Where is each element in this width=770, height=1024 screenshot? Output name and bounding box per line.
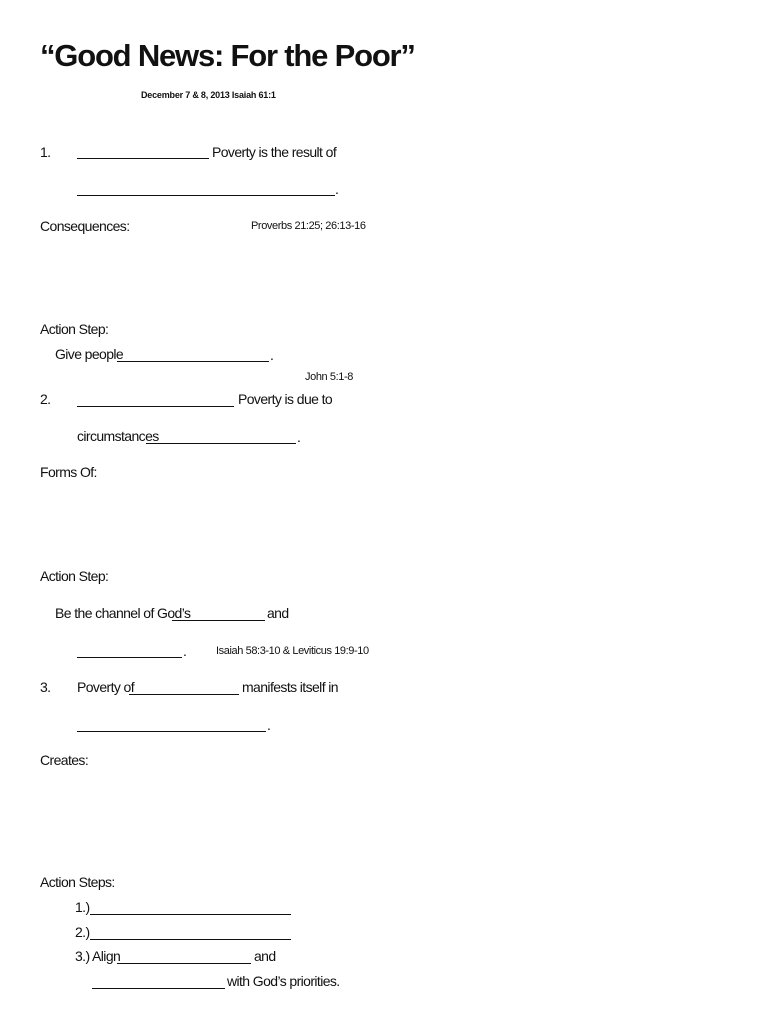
point2-action-blank-2[interactable] (77, 657, 182, 658)
point2-blank-1[interactable] (77, 406, 234, 407)
action-step-3-and: and (254, 948, 276, 964)
creates-label: Creates: (40, 752, 89, 768)
action-step-3-blank-2[interactable] (92, 988, 225, 989)
point1-blank-2[interactable] (77, 195, 335, 196)
point2-reference: Isaiah 58:3-10 & Leviticus 19:9-10 (216, 645, 369, 657)
point2-action-and: and (267, 605, 289, 621)
point2-line2-end: . (297, 429, 301, 445)
action-step-2-blank[interactable] (90, 939, 291, 940)
point2-text: Poverty is due to (238, 391, 333, 407)
point2-action-label: Action Step: (40, 568, 109, 584)
point3-line2-end: . (267, 717, 271, 733)
point2-action-end: . (183, 643, 187, 659)
page-title: “Good News: For the Poor” (40, 38, 415, 73)
point2-blank-2[interactable] (146, 443, 296, 444)
point1-number: 1. (40, 144, 51, 160)
point2-number: 2. (40, 391, 51, 407)
action-step-3-blank-1[interactable] (117, 963, 251, 964)
point2-line2-text: circumstances (77, 428, 159, 444)
point2-reference-top: John 5:1-8 (305, 371, 353, 383)
action-step-3-end: with God’s priorities. (227, 973, 340, 989)
point3-action-label: Action Steps: (40, 874, 115, 890)
action-step-1-number: 1.) (75, 899, 90, 915)
page-subtitle: December 7 & 8, 2013 Isaiah 61:1 (141, 90, 276, 100)
point3-text-after: manifests itself in (242, 679, 338, 695)
point1-action-blank[interactable] (117, 361, 269, 362)
action-step-2-number: 2.) (75, 924, 90, 940)
point1-action-text: Give people (55, 346, 124, 362)
point3-blank-2[interactable] (77, 731, 266, 732)
action-step-3-text: 3.) Align (75, 948, 121, 964)
point1-line2-end: . (335, 181, 339, 197)
forms-of-label: Forms Of: (40, 464, 97, 480)
point3-number: 3. (40, 679, 51, 695)
point3-text-before: Poverty of (77, 679, 135, 695)
point1-action-end: . (270, 347, 274, 363)
consequences-label: Consequences: (40, 218, 130, 234)
action-step-1-blank[interactable] (90, 914, 291, 915)
point2-action-blank-1[interactable] (172, 620, 265, 621)
point1-reference: Proverbs 21:25; 26:13-16 (251, 220, 366, 232)
point1-text: Poverty is the result of (212, 144, 337, 160)
point1-blank-1[interactable] (77, 158, 209, 159)
point3-blank-1[interactable] (129, 694, 239, 695)
point2-action-text: Be the channel of God’s (55, 605, 191, 621)
point1-action-label: Action Step: (40, 321, 109, 337)
